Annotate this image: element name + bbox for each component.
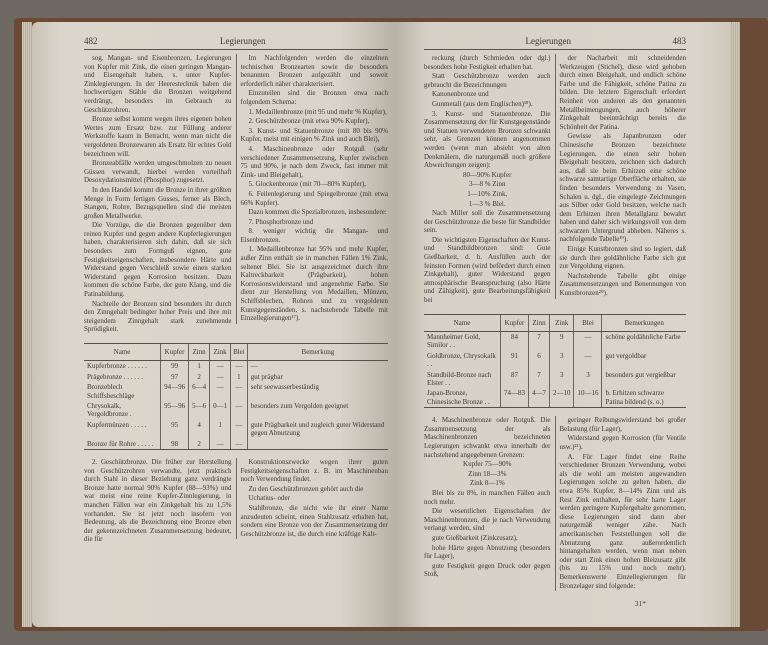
paragraph: Die Vorzüge, die die Bronzen gegenüber dem reinen Kupfer und gegen andere Kupferlegierungen haben, charakterisieren sich dahin, daß sie sich besonders zum Formguß eignen, gute Festigkeitseigenschaften, insbesondere Härte und Widerstand gegen Verschleiß sowie einen starken Widerstand gegen Korrosion besitzen. Dazu kommen die schöne Farbe, der gute Klang, und die Patinabildung. <box>84 221 232 299</box>
table-cell: Prägebronze . . . . . . <box>87 372 143 381</box>
paragraph: 3. Kunst- und Statuenbronze (mit 80 bis 90% Kupfer, meist mit einigen % Zink und auch Blei), <box>240 126 388 144</box>
table-cell: 99 <box>161 361 189 372</box>
table-row <box>84 401 388 420</box>
left-col2 <box>236 54 389 324</box>
paragraph: 7. Phosphorbronze und <box>248 217 314 226</box>
table-cell <box>247 439 388 450</box>
paragraph: sog. Mangan- und Eisenbronzen, Legierungen von Kupfer mit Zink, die einen geringen Mangan- und Eisengehalt haben, s. unter Kupfer-Zinklegierungen. In der Heerestechnik haben die hochwertigen Stähle die Bronzen weitgehend verdrängt, besonders im Gebrauch zu Geschützrohren. <box>84 54 232 114</box>
right-top-columns <box>424 54 686 306</box>
right-page-number: 483 <box>672 36 686 46</box>
paragraph: 8. weniger wichtig die Mangan- und Eisenbronzen. <box>240 227 388 244</box>
paragraph: Uchatius- oder <box>248 494 290 503</box>
column-header: Bemerkungen <box>602 314 686 331</box>
table-cell: 4—7 <box>528 388 549 407</box>
table-cell: — <box>210 439 231 450</box>
table-cell: besonders zum Vergolden geeignet <box>247 401 388 420</box>
column-header: Name <box>424 314 500 331</box>
table-cell: b. Erhitzen schwarze Patina bildend (s. o.) <box>602 388 686 407</box>
paragraph: reckung (durch Schmieden oder dgl.) besonders hohe Festigkeit erhalten hat. <box>424 54 551 71</box>
paragraph: Stahlbronze, die nicht wie ihr einer Name anzudeuten scheint, einen Stahlzusatz erhalten hat, sondern eine Bronze von der Zusammensetzung der Geschützbronze ist, die durch eine kräftige Kalt- <box>240 504 388 538</box>
paragraph: Einzuteilen sind die Bronzen etwa nach folgendem Schema: <box>240 89 388 106</box>
paragraph: 5. Glockenbronze (mit 70—80% Kupfer), <box>248 180 366 189</box>
table-cell: — <box>231 382 248 401</box>
table-cell: sehr seewasserbeständig <box>247 382 388 401</box>
paragraph: 4. Maschinenbronze oder Rotguß (sehr verschiedener Zusammensetzung, Kupfer zwischen 75 und 90%, je nach dem Zweck, fast immer mit Zink- und Bleigehalt), <box>240 144 388 179</box>
right-page-header <box>424 36 686 50</box>
table-cell: Bronzeblech Schiffsbeschläge <box>87 383 135 400</box>
table-cell: — <box>231 401 248 420</box>
table-row <box>84 420 388 439</box>
right-below-col2 <box>555 416 687 591</box>
table-cell: — <box>574 332 602 351</box>
paragraph: Einige Kunstbronzen sind so legiert, daß sie durch ihre goldähnliche Farbe sich gut zur Vergoldung eignen. <box>559 245 686 271</box>
table-cell: — <box>210 372 231 382</box>
table-cell: 10—16 <box>574 388 602 407</box>
paragraph: 6. Feilenlegierung und Spiegelbronze (mit etwa 66% Kupfer). <box>240 189 388 207</box>
table-cell: gut prägbar <box>247 372 388 382</box>
table-cell: Japan-Bronze, Chinesische Bronze . . <box>424 388 500 407</box>
right-col2 <box>555 54 687 299</box>
table-row <box>424 332 686 351</box>
table-cell: 2 <box>189 439 210 450</box>
table-cell: Bronze für Rohre . . . . . <box>84 439 161 450</box>
table-cell: Mannheimer Gold, Similor . . <box>427 333 481 350</box>
table-cell: 7 <box>528 332 549 351</box>
paragraph: 2. Geschützbronze. Die früher zur Herstellung von Geschützrohren verwandte, jetzt praktisch durch Stahl in dieser Beziehung ganz verdrängte Bronze hatte normal 90% Kupfer (88—93%) und war meist eine reine Kupfer-Zinnlegierung, in manchen Fällen war ein Zinkgehalt bis zu 1,5% vorhanden. Sie ist jetzt noch insofern von Bedeutung, als die Bezeichnung eine Bronze eben der gekennzeichneten Zusammensetzung bedeutet, die für <box>84 458 232 544</box>
table-cell: 84 <box>500 332 528 351</box>
table-row <box>84 382 388 401</box>
table-cell: — <box>210 382 231 401</box>
paragraph: Gunmetall (aus dem Englischen)¹⁸). <box>432 99 533 108</box>
paragraph: 2. Geschützbronze (mit etwa 90% Kupfer), <box>248 117 370 126</box>
table-cell: — <box>247 361 388 372</box>
column-header: Zink <box>549 314 574 331</box>
left-running-head: Legierungen <box>220 36 266 46</box>
paragraph: der Nacharbeit mit schneidenden Werkzeugen (Stichel), diese wird gehoben durch einen Bleigehalt, und endlich schöne Farbe und die Fähigkeit, schöne Patina zu bilden. Die letztere Eigenschaft erfordert Reinheit von anderen als den genannten Metallbeimengungen, auch höherer Zinkgehalt beeinträchtigt bereits die Schönheit der Patina. <box>559 54 686 131</box>
table-cell: — <box>231 439 248 450</box>
table-cell: — <box>574 351 602 370</box>
table-cell: — <box>231 420 248 439</box>
left-bottom-columns <box>84 458 388 545</box>
table-cell: 87 <box>500 370 528 389</box>
paragraph: Kanonenbronze und <box>432 90 489 99</box>
table-cell: 95 <box>161 420 189 439</box>
column-header: Zinn <box>189 344 210 361</box>
column-header: Blei <box>574 314 602 331</box>
table-cell: 7 <box>528 370 549 389</box>
table-row <box>84 361 388 372</box>
table-header-row <box>424 314 686 331</box>
paragraph: Kupfer 75—90% <box>463 460 512 469</box>
page-edges-left <box>22 22 32 627</box>
table-cell: 74—83 <box>500 388 528 407</box>
table-cell: 0—1 <box>210 401 231 420</box>
left-page <box>32 22 394 627</box>
paragraph: 1—3 % Blei. <box>468 199 506 208</box>
column-header: Blei <box>231 344 248 361</box>
right-running-head: Legierungen <box>525 36 571 46</box>
table-cell: 3 <box>574 370 602 389</box>
table-cell: 1 <box>189 361 210 372</box>
signature-mark: 31* <box>634 599 646 609</box>
paragraph: Bronze selbst kommt wegen ihres eigenen hohen Wertes zum Ersatz bzw. zur Füllung anderer Werkstoffe kaum in Betracht, wenn man nicht die vergoldeten Bronzewaren als Ersatz für echtes Gold bezeichnen will. <box>84 115 232 158</box>
table-cell: gute Prägbarkeit und zugleich guter Widerstand gegen Abnutzung <box>247 420 388 439</box>
table-cell: besonders gut vergießbar <box>602 370 686 389</box>
table-cell: — <box>231 361 248 372</box>
table-cell: 5—6 <box>189 401 210 420</box>
table-cell: — <box>210 361 231 372</box>
paragraph: 80—90% Kupfer <box>463 170 512 179</box>
paragraph: geringer Reibungswiderstand bei großer Belastung (für Lager), <box>559 416 686 433</box>
table-cell: schöne goldähnliche Farbe <box>602 332 686 351</box>
right-table <box>424 314 686 409</box>
paragraph: gute Festigkeit gegen Druck oder gegen Stoß, <box>424 561 551 579</box>
table-cell: 91 <box>500 351 528 370</box>
table-cell: 3 <box>549 351 574 370</box>
table-row <box>424 370 686 389</box>
paragraph: In den Handel kommt die Bronze in ihrer größten Menge in Form fertigen Gusses, ferner als Blech, Stangen, Rohre, Bezugsquellen sind die meisten großen Metallwerke. <box>84 185 232 220</box>
table-cell: 1 <box>231 372 248 382</box>
column-header: Bemerkung <box>247 344 388 361</box>
column-header: Kupfer <box>161 344 189 361</box>
table-cell: 1 <box>210 420 231 439</box>
paragraph: Widerstand gegen Korrosion (für Ventile usw.)²¹). <box>559 434 686 452</box>
table-row <box>424 351 686 370</box>
right-below-col1 <box>424 416 551 580</box>
column-header: Zinn <box>528 314 549 331</box>
right-bottom-columns <box>424 416 686 591</box>
paragraph: Blei bis zu 8%, in manchen Fällen auch noch mehr. <box>424 489 551 506</box>
page-edges-right <box>730 22 740 627</box>
paragraph: Die wesentlichen Eigenschaften der Maschinenbronzen, die je nach Verwendung verlangt werden, sind <box>424 507 551 533</box>
left-col1 <box>84 54 232 335</box>
table-cell: 4 <box>189 420 210 439</box>
table-cell: 95—96 <box>161 401 189 420</box>
paragraph: Nachteile der Bronzen sind besonders ihr durch den Zinngehalt bedingter hoher Preis und ihre mit steigendem Zinngehalt stark zunehmende Sprödigkeit. <box>84 299 232 334</box>
paragraph: Bronzeabfälle werden umgeschmolzen zu neuen Güssen verwandt, hierbei werden vorteilhaft Desoxydationsmittel (Phosphor) zugesetzt. <box>84 159 232 185</box>
paragraph: 1. Medaillenbronze hat 95% und mehr Kupfer, außer Zinn enthält sie in manchen Fällen 1% Zink, seltener Blei. Sie ist ausgezeichnet durch ihre Kaltreckbarkeit (Prägbarkeit), hohen Korrosionswiderstand und angenehme Farbe. Sie dient zur Herstellung von Medaillen, Münzen, Schiffsblechen, Rohren und zu vergoldeten Kunstgegenständen, s. nachstehende Tabelle mit Einzellegierungen¹⁷). <box>240 245 388 323</box>
paragraph: A. Für Lager findet eine Reihe verschiedener Bronzen Verwendung, wobei als die wohl am meisten angewandten Legierungen solche zu gelten haben, die etwa 85% Kupfer, 8—14% Zinn und als Rest Zink enthalten, für sehr harte Lager werden geringere Kupfergehalte genommen, diese Legierungen sind dann aber naturgemäß weniger zähe. Nach amerikanischen Feststellungen soll die Abnutzung ganz außerordentlich hintangehalten werden, wenn man neben oder statt Zink einen hohen Bleizusatz gibt (bis zu 15% und noch mehr). Bemerkenswerte Einzellegierungen für Bronzelager sind folgende: <box>559 452 686 590</box>
paragraph: 4. Maschinenbronze oder Rotguß. Die Zusammensetzung der als Maschinenbronzen bezeichneten Legierungen schwankt etwa innerhalb der nachstehend angegebenen Grenzen: <box>424 416 551 459</box>
paragraph: 1. Medaillenbronze (mit 95 und mehr % Kupfer), <box>248 107 387 116</box>
left-page-header <box>84 36 388 50</box>
paragraph: Statt Geschützbronze werden auch gebraucht die Bezeichnungen <box>424 72 551 89</box>
paragraph: 3—8 % Zinn <box>468 180 506 189</box>
table-cell: 97 <box>161 372 189 382</box>
table-cell: Standbild-Bronze nach Elster . . <box>427 370 492 388</box>
paragraph: Nachstehende Tabelle gibt einige Zusammensetzungen und Benennungen von Kunstbronzen²⁰). <box>559 271 686 298</box>
paragraph: hohe Härte gegen Abnutzung (besonders für Lager), <box>424 543 551 561</box>
table-cell: 2—10 <box>549 388 574 407</box>
left-table <box>84 343 388 450</box>
paragraph: 1—10% Zink, <box>467 189 508 198</box>
table-header-row <box>84 344 388 361</box>
open-book <box>14 18 768 631</box>
paragraph: Dazu kommen die Spezialbronzen, insbesondere: <box>248 208 387 217</box>
table-cell: Kupferbronze . . . . . . <box>87 362 147 371</box>
paragraph: Nach Miller soll die Zusammensetzung der Geschützbronze die beste für Standbilder sein. <box>424 209 551 235</box>
paragraph: 3. Kunst- und Statuenbronze. Die Zusammensetzung der für Kunstgegenstände und Statuen verwendeten Bronzen schwankt sehr, als Grenzen können angenommen werden (wenn man absieht von alten Denkmälern, die naturgemäß noch größere Abweichungen zeigen): <box>424 109 551 170</box>
paragraph: Zinn 18—3% <box>468 469 507 478</box>
table-cell: 6 <box>528 351 549 370</box>
table-cell: 3 <box>549 370 574 389</box>
paragraph: Gewisse als Japanbronzen oder Chinesische Bronzen bezeichnete Legierungen, die einen sehr hohen Bleigehalt besitzen, zeichnen sich dadurch aus, daß sie beim Erhitzen eine schöne schwarze samtartige Oberfläche erhalten, sie finden besonders Verwendung zu Vasen, Schalen u. dgl., die eingelegte Zeichnungen aus Silber oder Gold besitzen, welche nach dem Erhitzen ihren Metallglanz bewahrt haben und daher sich wirkungsvoll von dem schwarzen Untergrund abheben. Näheres s. nachfolgende Tabelle¹⁹). <box>559 132 686 244</box>
paragraph: Zink 8—1% <box>469 479 505 488</box>
table-cell: 6—4 <box>189 382 210 401</box>
table-cell: 94—96 <box>161 382 189 401</box>
left-below-col2 <box>236 458 389 539</box>
paragraph: Im Nachfolgenden werden die einzelnen technischen Bronzearten sowie die besonders benannten Bronzen aufgezählt und soweit erforderlich näher charakterisiert. <box>240 54 388 88</box>
table-cell: gut vergoldbar <box>602 351 686 370</box>
right-col1 <box>424 54 551 306</box>
table-cell: Goldbronze, Chrysokalk . . <box>427 351 496 369</box>
table-cell: 98 <box>161 439 189 450</box>
table-cell: 9 <box>549 332 574 351</box>
right-page <box>394 22 730 627</box>
column-header: Kupfer <box>500 314 528 331</box>
table-row <box>424 388 686 407</box>
paragraph: Zu den Geschützbronzen gehört auch die <box>248 484 364 493</box>
column-header: Zink <box>210 344 231 361</box>
paragraph: gute Gießbarkeit (Zinkzusatz), <box>432 534 518 542</box>
left-below-col1 <box>84 458 232 545</box>
paragraph: Die wichtigsten Eigenschaften der Kunst- und Standbildbronzen sind: Gute Gießbarkeit, d. h. Ausfüllen auch der feinsten Formen (wird befördert durch einen Zinkgehalt), guter Widerstand gegen atmosphärische Beanspruchung (also Härte und Zähigkeit), gute Bearbeitungsfähigkeit bei <box>424 235 551 305</box>
left-page-number: 482 <box>84 36 98 46</box>
paragraph: Konstruktionszwecke wegen ihrer guten Festigkeitseigenschaften z. B. im Maschinenbau noch Verwendung findet. <box>240 458 388 484</box>
table-cell: 2 <box>189 372 210 382</box>
column-header: Name <box>84 344 161 361</box>
table-row <box>84 372 388 382</box>
table-cell: Kupfermünzen . . . . . <box>87 420 147 429</box>
table-row <box>84 439 388 450</box>
left-top-columns <box>84 54 388 335</box>
table-cell: Chrysokalk, Vergoldbronze . <box>87 402 132 419</box>
